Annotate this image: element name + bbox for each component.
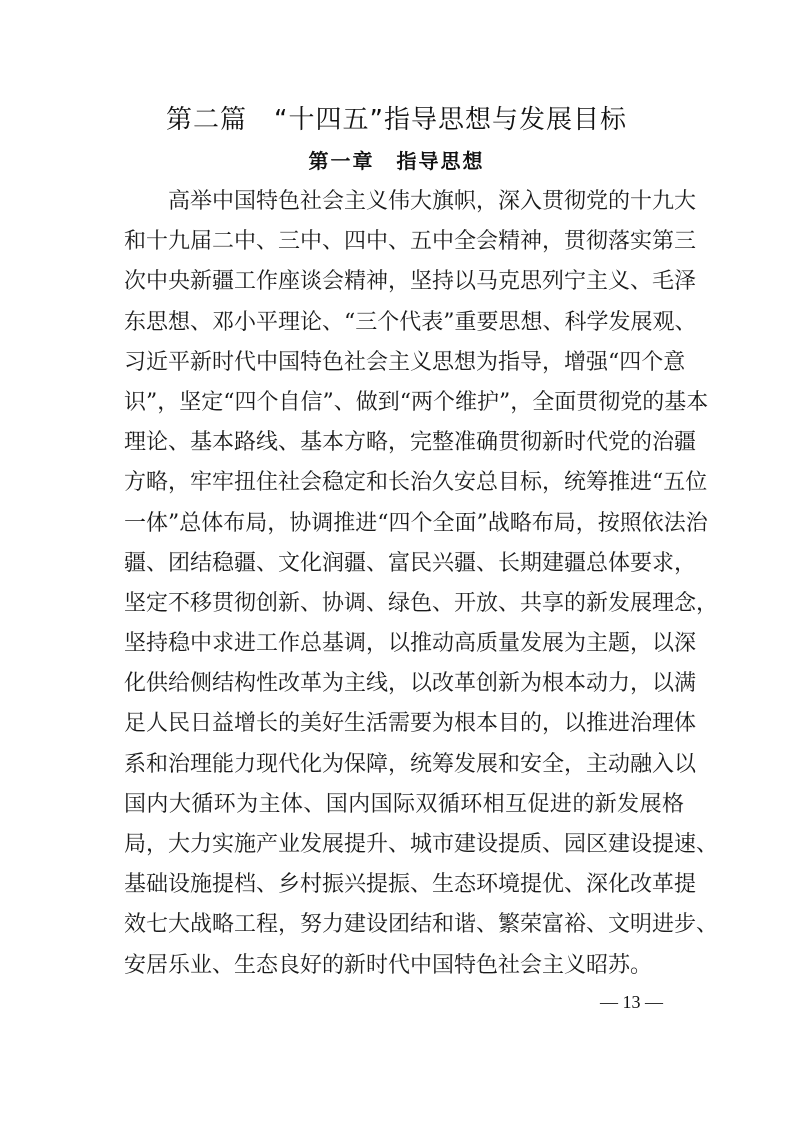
body-line: 坚定不移贯彻创新、协调、绿色、开放、共享的新发展理念，: [124, 590, 719, 616]
body-line: 一体”总体布局，协调推进“四个全面”战略布局，按照依法治: [124, 510, 708, 536]
body-line: 效七大战略工程，努力建设团结和谐、繁荣富裕、文明进步、: [124, 912, 719, 938]
page-number: — 13 —: [600, 992, 663, 1012]
body-line: 东思想、邓小平理论、“三个代表”重要思想、科学发展观、: [124, 309, 697, 335]
body-line: 局，大力实施产业发展提升、城市建设提质、园区建设提速、: [124, 832, 719, 857]
body-line: 化供给侧结构性改革为主线，以改革创新为根本动力，以满: [124, 671, 697, 697]
chapter-title: 第一章 指导思想: [308, 149, 485, 173]
body-line: 理论、基本路线、基本方略，完整准确贯彻新时代党的治疆: [124, 430, 697, 456]
body-line: 方略，牢牢扭住社会稳定和长治久安总目标，统筹推进“五位: [124, 470, 708, 496]
body-line: 次中央新疆工作座谈会精神，坚持以马克思列宁主义、毛泽: [124, 269, 697, 295]
body-line: 足人民日益增长的美好生活需要为根本目的，以推进治理体: [124, 711, 697, 737]
body-line: 基础设施提档、乡村振兴提振、生态环境提优、深化改革提: [124, 872, 697, 898]
body-line: 国内大循环为主体、国内国际双循环相互促进的新发展格: [124, 791, 684, 817]
body-line: 坚持稳中求进工作总基调，以推动高质量发展为主题，以深: [124, 631, 697, 657]
body-line: 和十九届二中、三中、四中、五中全会精神，贯彻落实第三: [124, 229, 697, 255]
body-line: 系和治理能力现代化为保障，统筹发展和安全，主动融入以: [124, 751, 697, 777]
body-line: 疆、团结稳疆、文化润疆、富民兴疆、长期建疆总体要求，: [124, 550, 697, 576]
body-paragraph: [124, 182, 719, 986]
body-line: 识”，坚定“四个自信”、做到“两个维护”，全面贯彻党的基本: [124, 389, 709, 415]
body-line: 高举中国特色社会主义伟大旗帜，深入贯彻党的十九大: [124, 189, 697, 214]
body-line: 安居乐业、生态良好的新时代中国特色社会主义昭苏。: [124, 952, 653, 978]
body-line: 习近平新时代中国特色社会主义思想为指导，增强“四个意: [124, 349, 686, 375]
part-title: 第二篇 “十四五”指导思想与发展目标: [166, 105, 627, 135]
